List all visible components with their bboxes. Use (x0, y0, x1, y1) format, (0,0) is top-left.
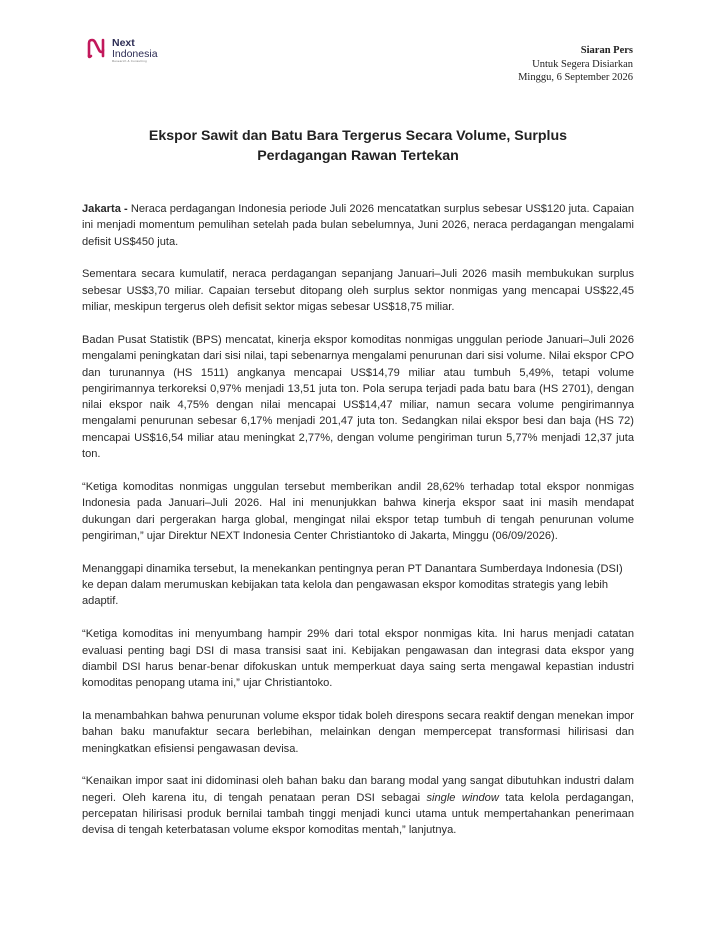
next-indonesia-logo (86, 37, 158, 63)
logo-word-indonesia: Indonesia (112, 47, 158, 60)
title-line-1: Ekspor Sawit dan Batu Bara Tergerus Secara Volume, Surplus (148, 128, 568, 144)
quote-3-after: tata kelola perdagangan, percepatan hilirisasi produk bernilai tambah tinggi menjadi kunci utama untuk mempertahankan penerimaan devisa di tengah keterbatasan volume ekspor komoditas mentah,” lanjutnya. (82, 791, 634, 837)
paragraph-dsi: Menanggapi dinamika tersebut, Ia menekankan pentingnya peran PT Danantara Sumberdaya Indonesia (DSI) ke depan dalam merumuskan kebijakan tata kelola dan pengawasan ekspor komoditas strategis yang lebih adaptif. (82, 562, 623, 608)
quote-3-term: single window (426, 791, 499, 804)
logo-tagline: Research & Consulting (112, 59, 147, 63)
logo-wordmark (112, 37, 158, 63)
article-body (82, 201, 634, 855)
release-date: Minggu, 6 September 2026 (518, 72, 633, 83)
dateline-location: Jakarta - (82, 203, 128, 215)
paragraph-hilirisasi: Ia menambahkan bahwa penurunan volume ekspor tidak boleh direspons secara reaktif dengan menekan impor bahan baku manufaktur secara berlebihan, melainkan dengan mempercepat transformasi hilirisasi dan meningkatkan efisiensi pengawasan devisa. (82, 709, 634, 755)
next-indonesia-logo-icon (86, 37, 108, 59)
press-type-label: Siaran Pers (580, 45, 633, 56)
paragraph-quote-2: “Ketiga komoditas ini menyumbang hampir 29% dari total ekspor nonmigas kita. Ini harus menjadi catatan evaluasi penting bagi DSI di masa transisi saat ini. Kebijakan pengawasan dan integrasi data ekspor yang diambil DSI harus benar-benar difokuskan untuk memperkuat daya saing serta mengawal kepastian industri komoditas penopang utama ini,” ujar Christiantoko. (82, 628, 634, 690)
paragraph-quote-1: “Ketiga komoditas nonmigas unggulan tersebut memberikan andil 28,62% terhadap total ekspor nonmigas Indonesia pada Januari–Juli 2026. Hal ini menunjukkan bahwa kinerja ekspor saat ini masih mendapat dukungan dari pergerakan harga global, mengingat nilai ekspor tetap tumbuh di tengah penurunan volume pengiriman,” ujar Direktur NEXT Indonesia Center Christiantoko di Jakarta, Minggu (06/09/2026). (82, 480, 634, 542)
quote-3-before: “Kenaikan impor saat ini didominasi oleh bahan baku dan barang modal yang sangat dibutuhkan industri dalam negeri. Oleh karena itu, di tengah penataan peran DSI sebagai (82, 775, 634, 804)
paragraph-lead (82, 201, 634, 250)
paragraph-bps: Badan Pusat Statistik (BPS) mencatat, kinerja ekspor komoditas nonmigas unggulan periode Januari–Juli 2026 mengalami peningkatan dari sisi nilai, tapi sebenarnya mengalami penurunan dari sisi volume. Nilai ekspor CPO dan turunannya (HS 1511) angkanya mencapai US$14,79 miliar atau tumbuh 5,49%, tetapi volume pengirimannya terkoreksi 0,97% menjadi 13,51 juta ton. Pola serupa terjadi pada batu bara (HS 2701), dengan nilai ekspor naik 4,75% dengan nilai mencapai US$14,47 miliar, namun secara volume pengirimannya mengalami penurunan sebesar 6,17% menjadi 201,47 juta ton. Sedangkan nilai ekspor besi dan baja (HS 72) mencapai US$16,54 miliar atau meningkat 2,77%, dengan volume pengiriman turun 5,77% menjadi 12,37 juta ton. (82, 333, 634, 461)
release-note: Untuk Segera Disiarkan (532, 58, 633, 70)
paragraph-cumulative: Sementara secara kumulatif, neraca perdagangan sepanjang Januari–Juli 2026 masih membukukan surplus sebesar US$3,70 miliar. Capaian tersebut ditopang oleh surplus sektor nonmigas yang mencapai US$22,45 miliar, meskipun tergerus oleh defisit sektor migas sebesar US$18,75 miliar. (82, 268, 634, 314)
paragraph-quote-3 (82, 773, 634, 838)
press-release-header (518, 44, 633, 85)
paragraph-lead-text: Neraca perdagangan Indonesia periode Juli 2026 mencatatkan surplus sebesar US$120 juta. Capaian ini menjadi momentum pemulihan setelah pada bulan sebelumnya, Juni 2026, neraca perdagangan mengalami defisit US$450 juta. (82, 203, 634, 248)
title-line-2: Perdagangan Rawan Tertekan (257, 148, 459, 164)
logo-word-next: Next (112, 37, 135, 49)
page-title (100, 126, 616, 166)
